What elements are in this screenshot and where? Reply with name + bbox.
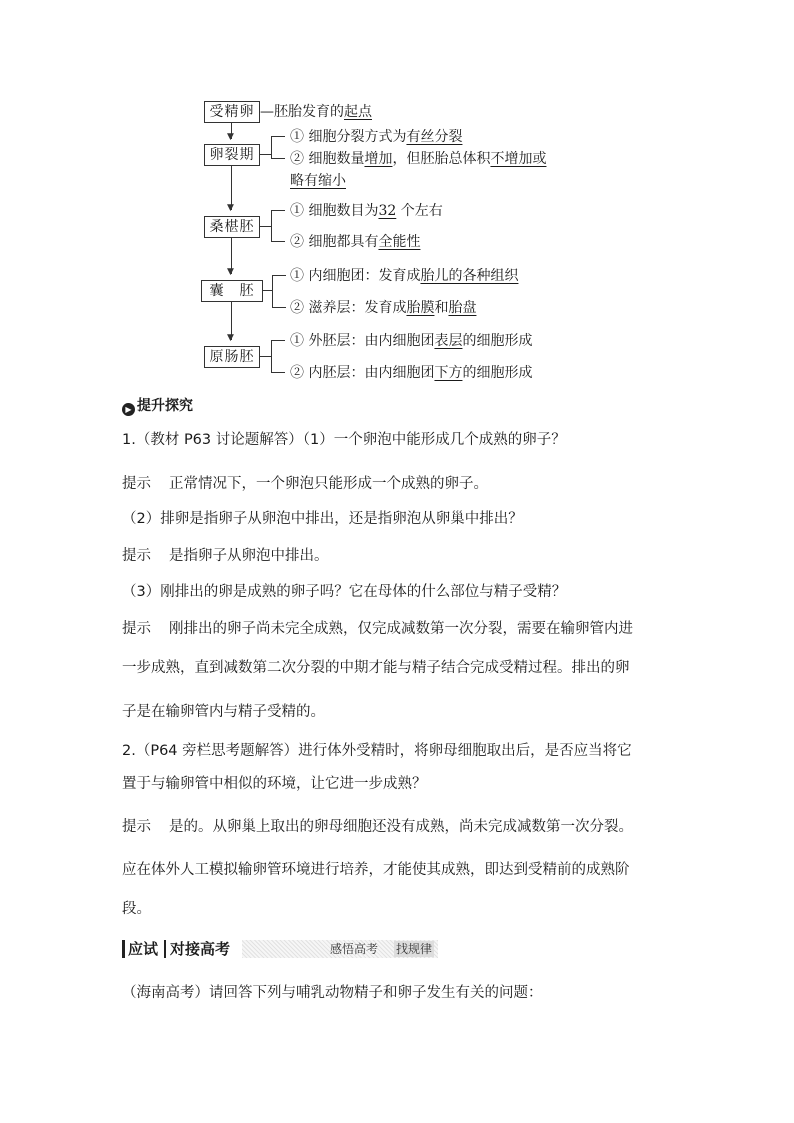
- bracket-line: [271, 210, 272, 241]
- question-1-2: （2）排卵是指卵子从卵泡中排出，还是指卵泡从卵巢中排出？: [122, 511, 523, 527]
- bracket-line: [259, 226, 271, 227]
- banner-tag-2: 找规律: [396, 942, 433, 956]
- arrow-head-icon: ▼: [227, 203, 234, 213]
- cleavage-line-1: ① 细胞分裂方式为有丝分裂: [290, 129, 463, 145]
- blastocyst-line-2: ② 滋养层：发育成胎膜和胎盘: [290, 300, 477, 316]
- bracket-line: [272, 307, 286, 308]
- arrow-head-icon: ▼: [227, 333, 234, 343]
- question-1-title: 1.（教材 P63 讨论题解答）（1）一个卵泡中能形成几个成熟的卵子？: [122, 432, 566, 448]
- question-2-line-1: 2.（P64 旁栏思考题解答）进行体外受精时，将卵母细胞取出后，是否应当将它: [122, 743, 632, 759]
- question-2-line-2: 置于与输卵管中相似的环境，让它进一步成熟？: [122, 776, 427, 792]
- play-circle-icon: ▶: [122, 403, 135, 416]
- answer-1-2: 提示 是指卵子从卵泡中排出。: [122, 548, 329, 564]
- answer-1-3-line-1: 提示 刚排出的卵子尚未完全成熟，仅完成减数第一次分裂，需要在输卵管内进: [122, 621, 633, 637]
- exam-banner: [122, 938, 438, 960]
- banner-divider: [164, 940, 166, 958]
- banner-title-1: 应试: [128, 940, 159, 958]
- stage-box-gastrula: 原肠胚: [204, 346, 260, 368]
- bracket-line: [271, 340, 272, 372]
- gastrula-line-1: ① 外胚层：由内细胞团表层的细胞形成: [290, 333, 533, 349]
- arrow-head-icon: ▼: [227, 132, 234, 142]
- cleavage-line-3: 略有缩小: [290, 173, 346, 189]
- gastrula-line-2: ② 内胚层：由内细胞团下方的细胞形成: [290, 365, 533, 381]
- bracket-line: [259, 154, 271, 155]
- morula-line-1: ① 细胞数目为32 个左右: [290, 203, 443, 219]
- answer-2-line-3: 段。: [122, 901, 151, 917]
- morula-line-2: ② 细胞都具有全能性: [290, 234, 421, 250]
- answer-2-line-2: 应在体外人工模拟输卵管环境进行培养，才能使其成熟，即达到受精前的成熟阶: [122, 862, 630, 878]
- arrow-head-icon: ▼: [227, 267, 234, 277]
- banner-tag-1: 感悟高考: [330, 942, 379, 956]
- answer-2-line-1: 提示 是的。从卵巢上取出的卵母细胞还没有成熟，尚未完成减数第一次分裂。: [122, 819, 633, 835]
- bracket-line: [271, 136, 285, 137]
- bracket-line: [272, 275, 273, 307]
- bracket-line: [259, 356, 271, 357]
- stage-box-cleavage: 卵裂期: [204, 144, 260, 166]
- section-heading: ▶ 提升探究: [122, 395, 193, 416]
- cleavage-line-2: ② 细胞数量增加，但胚胎总体积不增加或: [290, 151, 547, 167]
- bracket-line: [271, 136, 272, 158]
- bracket-line: [271, 241, 285, 242]
- stage-box-zygote: 受精卵: [204, 101, 260, 123]
- final-question: （海南高考）请回答下列与哺乳动物精子和卵子发生有关的问题：: [122, 985, 543, 1001]
- bracket-line: [272, 275, 286, 276]
- stage-box-morula: 桑椹胚: [204, 216, 260, 238]
- answer-1-3-line-3: 子是在输卵管内与精子受精的。: [122, 704, 325, 720]
- bracket-line: [271, 210, 285, 211]
- blastocyst-line-1: ① 内细胞团：发育成胎儿的各种组织: [290, 268, 519, 284]
- bracket-line: [271, 340, 285, 341]
- bracket-line: [271, 158, 285, 159]
- banner-tag-strip: [242, 940, 438, 958]
- question-1-3: （3）刚排出的卵是成熟的卵子吗？它在母体的什么部位与精子受精？: [122, 584, 567, 600]
- banner-title-2: 对接高考: [170, 940, 231, 958]
- stage-box-blastocyst: 囊 胚: [201, 280, 263, 302]
- bracket-line: [262, 290, 272, 291]
- zygote-description: —胚胎发育的起点: [260, 104, 372, 120]
- banner-bar: [122, 940, 125, 958]
- bracket-line: [271, 372, 285, 373]
- answer-1-1: 提示 正常情况下，一个卵泡只能形成一个成熟的卵子。: [122, 476, 488, 492]
- answer-1-3-line-2: 一步成熟，直到减数第二次分裂的中期才能与精子结合完成受精过程。排出的卵: [122, 660, 630, 676]
